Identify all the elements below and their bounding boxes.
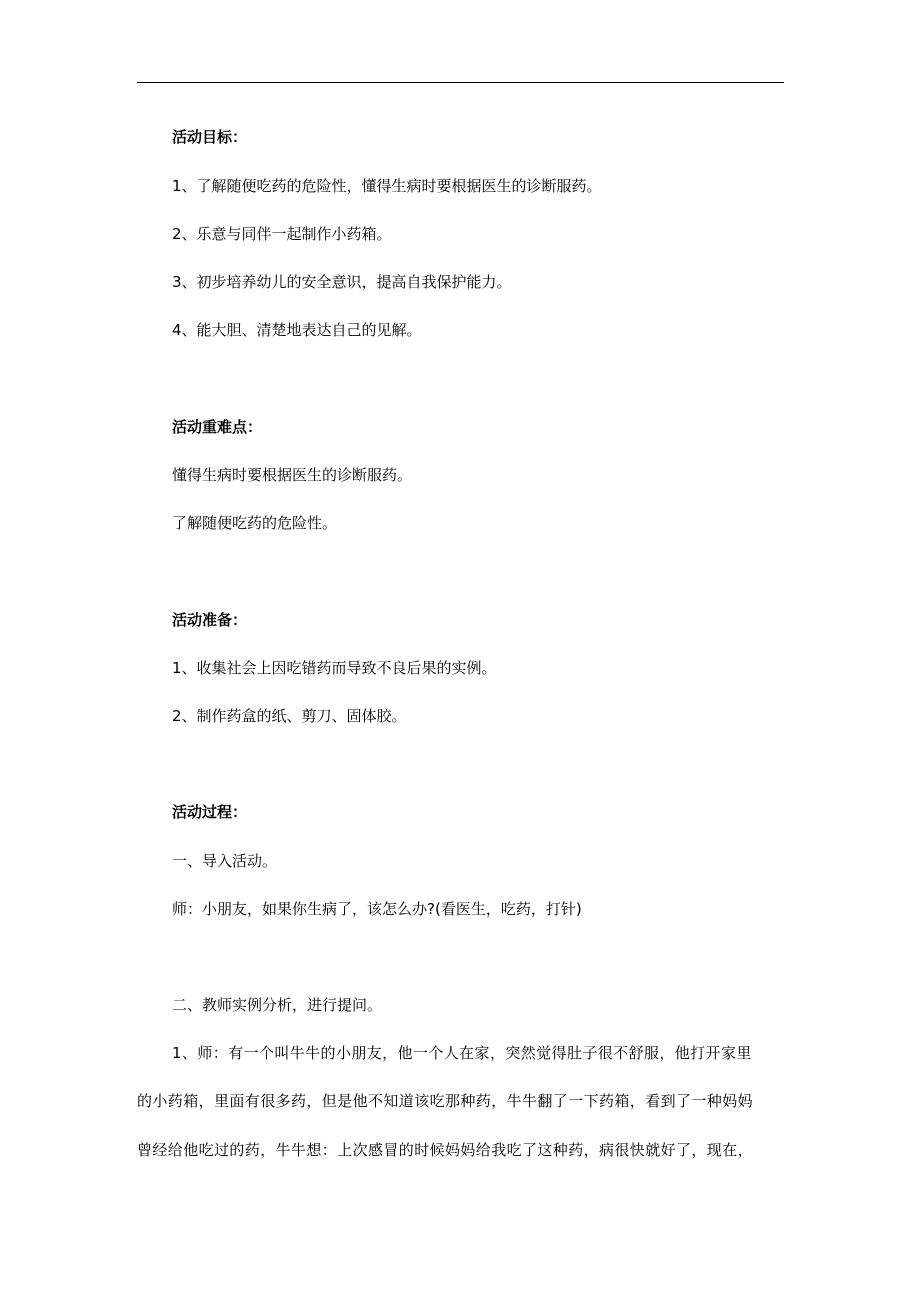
preparation-heading: 活动准备：: [172, 611, 248, 629]
process-paragraph-line-2: 的小药箱，里面有很多药，但是他不知道该吃那种药，牛牛翻了一下药箱，看到了一种妈妈: [137, 1092, 754, 1110]
process-paragraph-line-3: 曾经给他吃过的药，牛牛想：上次感冒的时候妈妈给我吃了这种药，病很快就好了，现在，: [137, 1141, 754, 1159]
goal-item-4: 4、能大胆、清楚地表达自己的见解。: [172, 321, 422, 339]
process-step-2-title: 二、教师实例分析，进行提问。: [172, 996, 383, 1014]
goal-item-2: 2、乐意与同伴一起制作小药箱。: [172, 225, 392, 243]
process-step-1-title: 一、导入活动。: [172, 852, 278, 870]
goal-item-1: 1、了解随便吃药的危险性，懂得生病时要根据医生的诊断服药。: [172, 177, 602, 195]
key-point-item-2: 了解随便吃药的危险性。: [172, 514, 338, 532]
preparation-item-2: 2、制作药盒的纸、剪刀、固体胶。: [172, 707, 407, 725]
goal-item-3: 3、初步培养幼儿的安全意识，提高自我保护能力。: [172, 273, 512, 291]
preparation-item-1: 1、收集社会上因吃错药而导致不良后果的实例。: [172, 659, 497, 677]
process-paragraph-line-1: 1、师：有一个叫牛牛的小朋友，他一个人在家，突然觉得肚子很不舒服，他打开家里: [172, 1044, 752, 1062]
key-point-item-1: 懂得生病时要根据医生的诊断服药。: [172, 466, 413, 484]
process-heading: 活动过程：: [172, 803, 248, 821]
process-step-1-text: 师：小朋友，如果你生病了，该怎么办?(看医生，吃药，打针): [172, 900, 582, 918]
key-points-heading: 活动重难点：: [172, 418, 263, 436]
header-rule: [137, 82, 784, 83]
goals-heading: 活动目标：: [172, 128, 248, 146]
